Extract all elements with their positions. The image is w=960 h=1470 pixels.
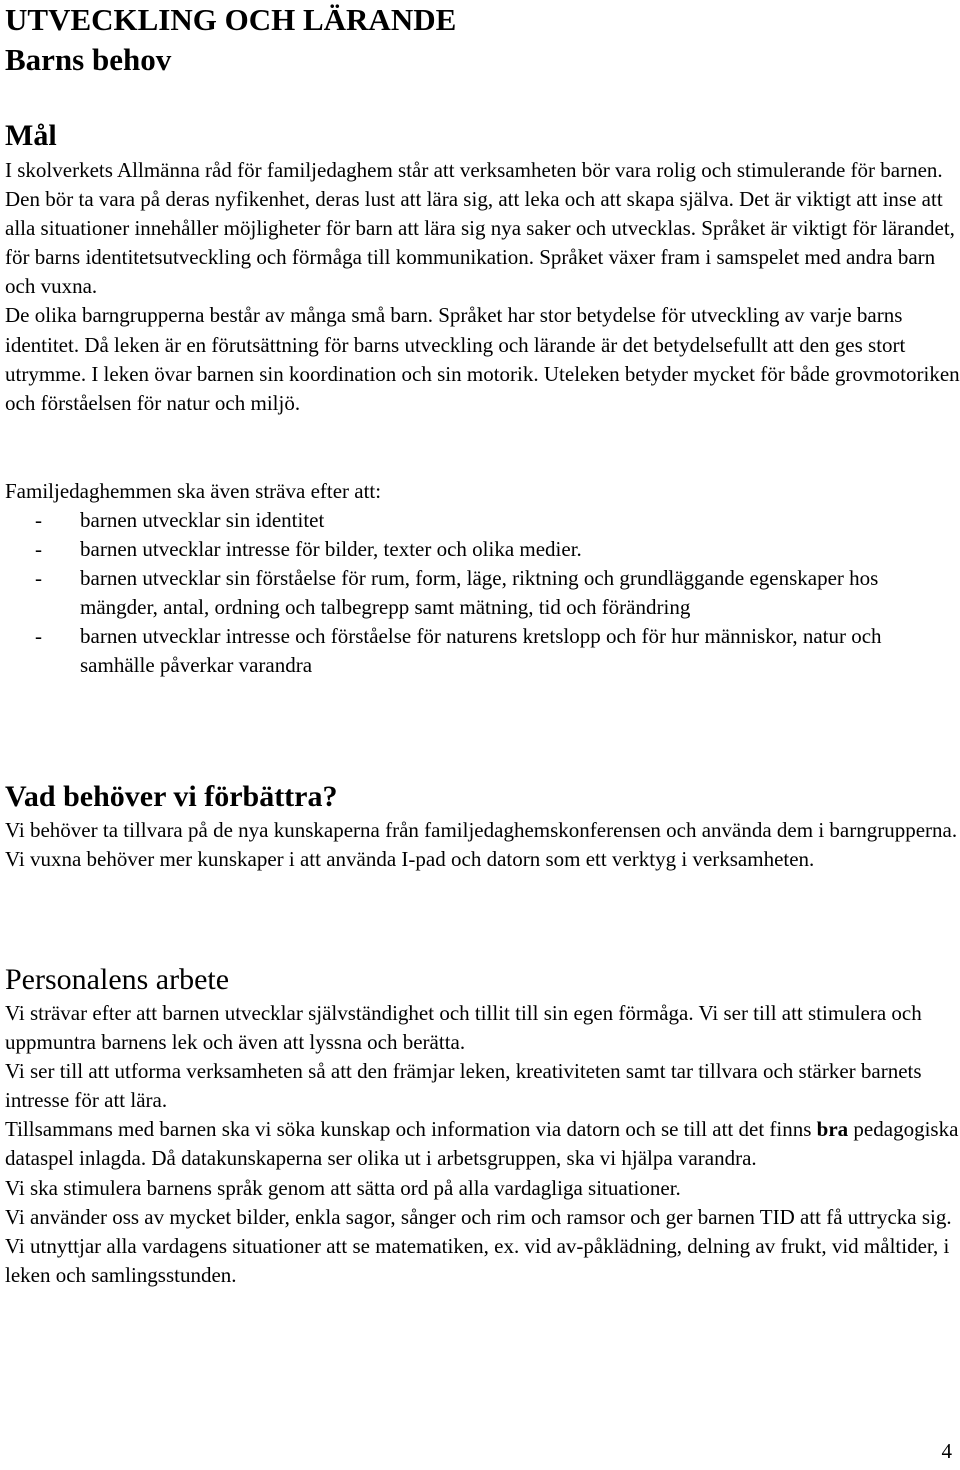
list-dash: - bbox=[35, 537, 42, 562]
mal-paragraph-2: De olika barngrupperna består av många små barn. Språket har stor betydelse för utveckling av varje barns identitet. Då leken är en förutsättning för barns utveckling och lärande är det betydelsefullt att den ges stort utrymme. I leken övar barnen sin koordination och sin motorik. Uteleken betyder mycket för både grovmotoriken och förståelsen för natur och miljö. bbox=[5, 303, 960, 415]
forbattra-paragraph-2: Vi vuxna behöver mer kunskaper i att använda I-pad och datorn som ett verktyg i verksamheten. bbox=[5, 847, 815, 872]
goals-list bbox=[5, 506, 960, 681]
emphasis-bra: bra bbox=[816, 1117, 849, 1142]
list-item bbox=[5, 564, 960, 622]
list-dash: - bbox=[35, 566, 42, 591]
mal-paragraph-1: I skolverkets Allmänna råd för familjedaghem står att verksamheten bör vara rolig och stimulerande för barnen. Den bör ta vara på deras nyfikenhet, deras lust att lära sig, att leka och att skapa själva. Det är viktigt att inse att alla situationer innehåller möjligheter för barn att lära sig nya saker och utvecklas. Språket är viktigt för lärandet, för barns identitetsutveckling och förmåga till kommunikation. Språket växer fram i samspelet med andra barn och vuxna. bbox=[5, 158, 955, 299]
list-item-text: barnen utvecklar intresse för bilder, texter och olika medier. bbox=[80, 537, 582, 562]
personal-text bbox=[5, 999, 960, 1290]
personal-paragraph-3-start: Tillsammans med barnen ska vi söka kunskap och information via datorn och se till att det finns bbox=[5, 1117, 817, 1142]
personal-paragraph-5: Vi använder oss av mycket bilder, enkla sagor, sånger och rim och ramsor och ger barnen TID att få uttrycka sig. bbox=[5, 1204, 952, 1229]
document-subtitle: Barns behov bbox=[5, 42, 172, 77]
section-heading-mal: Mål bbox=[5, 119, 57, 152]
personal-paragraph-3 bbox=[5, 1115, 960, 1173]
list-item bbox=[5, 506, 960, 535]
section-heading-forbattra: Vad behöver vi förbättra? bbox=[5, 780, 338, 813]
document-title: UTVECKLING OCH LÄRANDE bbox=[5, 2, 457, 37]
forbattra-paragraph-1: Vi behöver ta tillvara på de nya kunskaperna från familjedaghemskonferensen och använda dem i barngrupperna. bbox=[5, 818, 958, 842]
list-dash: - bbox=[35, 624, 42, 649]
personal-paragraph-4: Vi ska stimulera barnens språk genom att sätta ord på alla vardagliga situationer. bbox=[5, 1175, 681, 1200]
mal-paragraph bbox=[5, 156, 960, 418]
list-item-text: barnen utvecklar sin förståelse för rum, form, läge, riktning och grundläggande egenskaper hos mängder, antal, ordning och talbegrepp samt mätning, tid och förändring bbox=[80, 566, 879, 620]
page-number: 4 bbox=[941, 1439, 952, 1463]
list-item-text: barnen utvecklar intresse och förståelse för naturens kretslopp och för hur människor, natur och samhälle påverkar varandra bbox=[80, 624, 882, 678]
list-dash: - bbox=[35, 508, 42, 532]
personal-paragraph-2: Vi ser till att utforma verksamheten så att den främjar leken, kreativiteten samt tar tillvara och stärker barnets intresse för att lära. bbox=[5, 1059, 922, 1113]
list-item bbox=[5, 535, 960, 564]
personal-paragraph-1: Vi strävar efter att barnen utvecklar självständighet och tillit till sin egen förmåga. Vi ser till att stimulera och uppmuntra barnens lek och även att lyssna och berätta. bbox=[5, 1001, 922, 1055]
list-item-text: barnen utvecklar sin identitet bbox=[80, 508, 325, 532]
list-intro: Familjedaghemmen ska även sträva efter att: bbox=[5, 479, 382, 503]
personal-paragraph-6: Vi utnyttjar alla vardagens situationer att se matematiken, ex. vid av-påklädning, delning av frukt, vid måltider, i leken och samlingsstunden. bbox=[5, 1233, 950, 1287]
list-item bbox=[5, 622, 960, 680]
forbattra-text bbox=[5, 816, 960, 874]
personal-paragraph-3-end: pedagogiska dataspel inlagda. Då datakunskaperna ser olika ut i arbetsgruppen, ska vi hjälpa varandra. bbox=[5, 1117, 959, 1171]
section-heading-personal: Personalens arbete bbox=[5, 963, 230, 996]
